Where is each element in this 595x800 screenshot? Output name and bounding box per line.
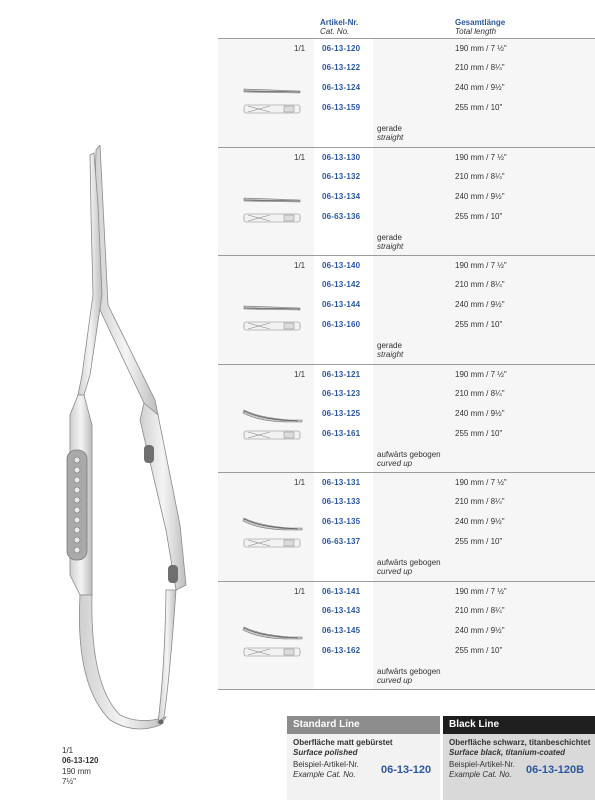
black-line-title: Black Line <box>443 716 595 734</box>
jaw-thumbnail <box>240 82 304 118</box>
black-line-box <box>443 716 595 800</box>
total-length: 240 mm / 9½" <box>455 625 505 635</box>
cat-no[interactable]: 06-13-123 <box>322 388 361 398</box>
standard-line-title: Standard Line <box>287 716 440 734</box>
cat-no[interactable]: 06-13-124 <box>322 83 361 92</box>
cat-no[interactable]: 06-13-133 <box>322 497 361 506</box>
total-length: 240 mm / 9½" <box>455 517 505 526</box>
cat-no-header-en: Cat. No. <box>320 27 350 36</box>
black-example-label-en: Example Cat. No. <box>449 770 512 779</box>
total-length: 240 mm / 9½" <box>455 408 505 418</box>
cat-no[interactable]: 06-13-140 <box>322 261 361 270</box>
standard-example-label-en: Example Cat. No. <box>293 770 356 779</box>
cat-no[interactable]: 06-13-161 <box>322 428 361 438</box>
cat-no[interactable]: 06-13-141 <box>322 586 361 596</box>
shape-description-de: aufwärts gebogen <box>377 558 441 567</box>
scale-label: 1/1 <box>294 586 306 596</box>
shape-description-en: curved up <box>377 458 413 468</box>
caption-length-inch: 7½" <box>62 777 76 786</box>
black-example-cat-no: 06-13-120B <box>526 764 585 776</box>
shape-description-en: curved up <box>377 675 413 685</box>
cat-no[interactable]: 06-13-131 <box>322 478 361 487</box>
total-length: 255 mm / 10" <box>455 211 503 221</box>
caption-scale: 1/1 <box>62 746 74 755</box>
scale-label: 1/1 <box>294 261 306 270</box>
group-divider <box>218 689 595 690</box>
shape-description-en: straight <box>377 133 404 142</box>
group-divider <box>218 581 595 582</box>
cat-no[interactable]: 06-13-132 <box>322 171 361 181</box>
shape-description-en: straight <box>377 241 404 251</box>
cat-no[interactable]: 06-13-134 <box>322 191 361 201</box>
scale-label: 1/1 <box>294 369 306 379</box>
cat-no[interactable]: 06-13-121 <box>322 369 361 379</box>
total-length: 190 mm / 7 ½" <box>455 369 507 379</box>
cat-no[interactable]: 06-13-120 <box>322 44 361 53</box>
total-length: 240 mm / 9½" <box>455 191 505 201</box>
standard-line-box <box>287 716 440 800</box>
shape-description-de: gerade <box>377 232 402 242</box>
shape-description-de: aufwärts gebogen <box>377 666 441 676</box>
needle-holder-illustration <box>40 145 240 735</box>
standard-finish-de: Oberfläche matt gebürstet <box>293 738 393 747</box>
jaw-thumbnail <box>240 408 304 444</box>
cat-no[interactable]: 06-13-143 <box>322 605 361 615</box>
shape-description-de: aufwärts gebogen <box>377 449 441 459</box>
length-header-de: Gesamtlänge <box>455 18 506 27</box>
total-length: 255 mm / 10" <box>455 537 503 546</box>
jaw-thumbnail <box>240 299 304 335</box>
total-length: 210 mm / 8¼" <box>455 63 505 72</box>
jaw-thumbnail <box>240 191 304 227</box>
total-length: 255 mm / 10" <box>455 645 503 655</box>
standard-example-cat-no: 06-13-120 <box>381 764 432 776</box>
black-example-label-de: Beispiel-Artikel-Nr. <box>449 760 515 769</box>
cat-no-header-de: Artikel-Nr. <box>320 18 359 27</box>
scale-label: 1/1 <box>294 478 306 487</box>
caption-length-mm: 190 mm <box>62 767 91 776</box>
total-length: 240 mm / 9½" <box>455 83 505 92</box>
shape-description-de: gerade <box>377 124 402 133</box>
group-divider <box>218 472 595 473</box>
jaw-thumbnail <box>240 625 304 661</box>
cat-no[interactable]: 06-13-135 <box>322 517 361 526</box>
total-length: 210 mm / 8¼" <box>455 280 505 289</box>
length-header <box>455 18 505 36</box>
shape-description-de: gerade <box>377 341 402 350</box>
cat-no[interactable]: 06-13-159 <box>322 103 361 112</box>
cat-no[interactable]: 06-13-130 <box>322 152 361 162</box>
shape-description-en: curved up <box>377 567 413 576</box>
total-length: 255 mm / 10" <box>455 320 503 329</box>
total-length: 190 mm / 7 ½" <box>455 261 507 270</box>
scale-label: 1/1 <box>294 44 306 53</box>
total-length: 190 mm / 7 ½" <box>455 478 507 487</box>
standard-example-label-de: Beispiel-Artikel-Nr. <box>293 760 359 769</box>
cat-no[interactable]: 06-63-137 <box>322 537 361 546</box>
cat-no[interactable]: 06-13-144 <box>322 300 361 309</box>
scale-label: 1/1 <box>294 152 306 162</box>
group-divider <box>218 38 595 39</box>
cat-no[interactable]: 06-13-145 <box>322 625 361 635</box>
jaw-thumbnail <box>240 516 304 552</box>
group-divider <box>218 147 595 148</box>
total-length: 210 mm / 8¼" <box>455 171 505 181</box>
black-finish-en: Surface black, titanium-coated <box>449 748 566 757</box>
total-length: 210 mm / 8¼" <box>455 497 505 506</box>
group-divider <box>218 255 595 256</box>
cat-no[interactable]: 06-13-142 <box>322 280 361 289</box>
total-length: 190 mm / 7 ½" <box>455 586 507 596</box>
total-length: 240 mm / 9½" <box>455 300 505 309</box>
shape-description-en: straight <box>377 350 404 359</box>
cat-no[interactable]: 06-13-160 <box>322 320 361 329</box>
group-divider <box>218 364 595 365</box>
total-length: 255 mm / 10" <box>455 103 503 112</box>
cat-no[interactable]: 06-63-136 <box>322 211 361 221</box>
total-length: 190 mm / 7 ½" <box>455 152 507 162</box>
total-length: 210 mm / 8¼" <box>455 605 505 615</box>
total-length: 190 mm / 7 ½" <box>455 44 507 53</box>
cat-no[interactable]: 06-13-162 <box>322 645 361 655</box>
cat-no[interactable]: 06-13-125 <box>322 408 361 418</box>
black-finish-de: Oberfläche schwarz, titanbeschichtet <box>449 738 591 747</box>
cat-no[interactable]: 06-13-122 <box>322 63 361 72</box>
total-length: 255 mm / 10" <box>455 428 503 438</box>
caption-cat-no: 06-13-120 <box>62 756 99 765</box>
standard-finish-en: Surface polished <box>293 748 358 757</box>
length-header-en: Total length <box>455 27 497 36</box>
cat-no-header <box>320 18 358 36</box>
total-length: 210 mm / 8¼" <box>455 388 505 398</box>
